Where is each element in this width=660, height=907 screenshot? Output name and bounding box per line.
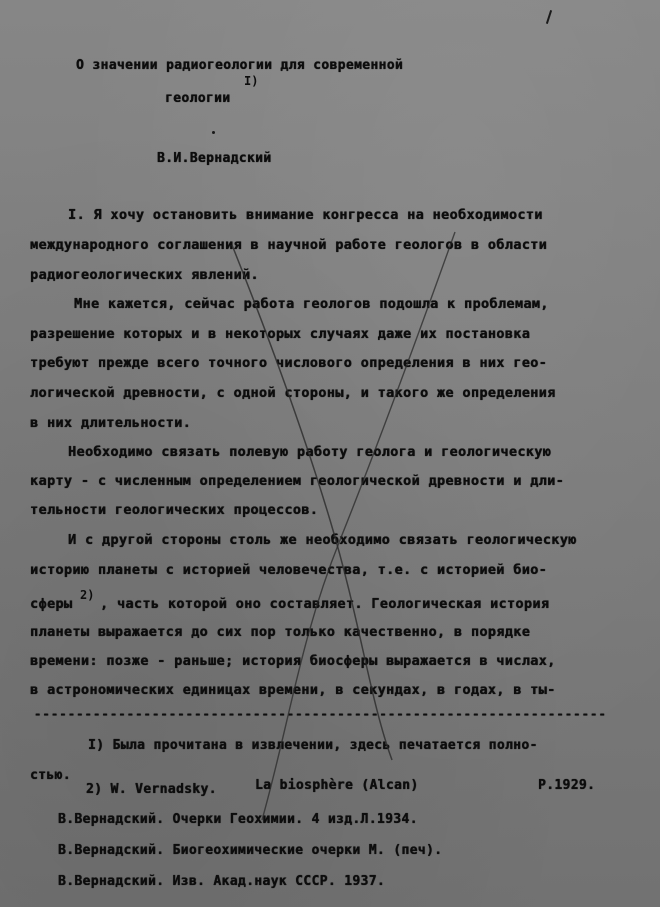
body-footnote-mark: 2): [80, 588, 95, 602]
body-line: I. Я хочу остановить внимание конгресса на необходимости: [68, 207, 543, 223]
body-line: историю планеты с историей человечества, т.е. с историей био-: [30, 562, 548, 578]
body-line: тельности геологических процессов.: [30, 502, 319, 518]
body-line: разрешение которых и в некоторых случаях даже их постановка: [30, 326, 531, 342]
body-line: карту - с численным определением геологической древности и дли-: [30, 473, 565, 489]
body-line: сферы: [30, 596, 73, 612]
title-line-1: О значении радиогеологии для современной: [76, 58, 404, 73]
body-line: в астрономических единицах времени, в секундах, в годах, в ты-: [30, 682, 556, 698]
footnote-divider: --------------------------------------------------------------------: [34, 707, 607, 721]
footnote-line: стью.: [30, 768, 71, 783]
footnote-line: В.Вернадский. Очерки Геохимии. 4 изд.Л.1934.: [58, 812, 418, 827]
author-name: В.И.Вернадский: [157, 151, 272, 166]
body-line: И с другой стороны столь же необходимо связать геологическую: [68, 532, 577, 548]
footnote-line: P.1929.: [538, 778, 596, 793]
footnote-line: В.Вернадский. Изв. Акад.наук СССР. 1937.: [58, 874, 386, 889]
title-line-2: геологии: [165, 91, 231, 106]
body-line: требуют прежде всего точного числового определения в них гео-: [30, 355, 548, 371]
title-footnote-mark: I): [244, 74, 259, 88]
footnote-line: La biosphère (Alcan): [255, 778, 419, 793]
body-line: времени: позже - раньше; история биосферы выражается в числах,: [30, 653, 556, 669]
footnote-line: I) Была прочитана в извлечении, здесь печатается полно-: [88, 738, 538, 753]
body-line: радиогеологических явлений.: [30, 267, 259, 283]
footnote-line: В.Вернадский. Биогеохимические очерки М. (печ).: [58, 843, 443, 858]
body-line: международного соглашения в научной работе геологов в области: [30, 237, 548, 253]
body-line: Мне кажется, сейчас работа геологов подошла к проблемам,: [74, 296, 549, 312]
body-line: Необходимо связать полевую работу геолога и геологическую: [68, 444, 552, 460]
body-line: логической древности, с одной стороны, и такого же определения: [30, 385, 556, 401]
body-line: планеты выражается до сих пор только качественно, в порядке: [30, 624, 531, 640]
body-line: в них длительности.: [30, 415, 192, 431]
footnote-line: 2) W. Vernadsky.: [86, 782, 217, 797]
body-line: , часть которой оно составляет. Геологическая история: [100, 596, 550, 612]
